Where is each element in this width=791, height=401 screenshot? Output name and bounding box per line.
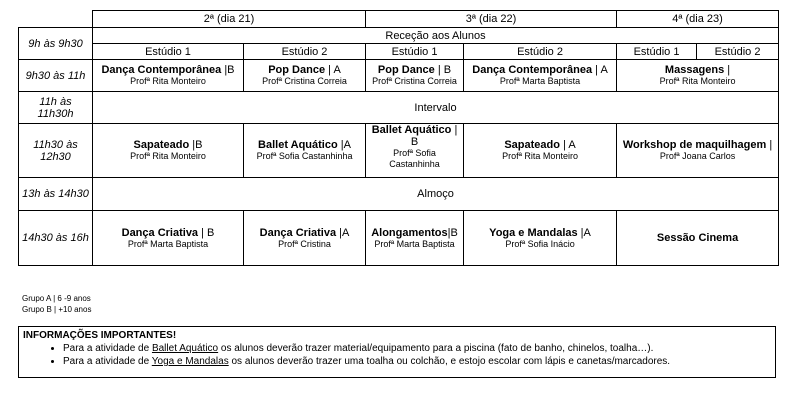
activity-cell (244, 211, 366, 266)
activity-name: Ballet Aquático (371, 124, 452, 136)
activity-cell (464, 124, 617, 178)
activity-group: | (766, 139, 773, 151)
activity-cell (464, 60, 617, 92)
info-text: Para a atividade de (63, 356, 152, 367)
important-info-box (18, 326, 776, 378)
lunch-cell: Almoço (93, 178, 779, 211)
teacher-name: Profª Sofia Castanhinha (256, 151, 353, 161)
break-cell: Intervalo (93, 92, 779, 124)
info-item (63, 355, 771, 368)
teacher-name: Profª Cristina Correia (262, 76, 347, 86)
activity-name: Pop Dance (377, 64, 435, 76)
activity-name: Sapateado (504, 139, 560, 151)
teacher-name: Profª Rita Monteiro (502, 151, 578, 161)
day-header-wed: 4ª (dia 23) (617, 11, 779, 28)
teacher-name: Profª Sofia Inácio (505, 238, 575, 249)
activity-group: | B (434, 64, 452, 76)
activity-cell (617, 211, 779, 266)
group-legend (22, 293, 91, 315)
activity-cell (366, 60, 464, 92)
teacher-name: Profª Rita Monteiro (659, 76, 736, 86)
activity-name: Massagens (664, 64, 725, 76)
teacher-name: Profª Rita Monteiro (130, 76, 206, 86)
activity-group: | A (592, 64, 608, 76)
day-header-mon: 2ª (dia 21) (93, 11, 366, 28)
time-slot: 11h30 às 12h30 (19, 124, 93, 178)
activity-cell (244, 60, 366, 92)
activity-name: Dança Criativa (121, 226, 199, 239)
activity-name: Pop Dance (268, 64, 326, 76)
info-text: Para a atividade de (63, 343, 152, 354)
teacher-name: Profª Marta Baptista (499, 76, 581, 86)
reception-cell: Receção aos Alunos (93, 28, 779, 44)
time-slot: 14h30 às 16h (19, 211, 93, 266)
activity-name: Workshop de maquilhagem (622, 139, 767, 151)
time-slot: 9h30 às 11h (19, 60, 93, 92)
teacher-name: Profª Sofia Castanhinha (389, 148, 440, 169)
teacher-name: Profª Rita Monteiro (130, 151, 206, 161)
info-activity: Ballet Aquático (151, 343, 219, 354)
teacher-name: Profª Cristina Correia (372, 76, 457, 86)
teacher-name: Profª Cristina (278, 238, 331, 249)
activity-cell (93, 211, 244, 266)
activity-group: | B (410, 124, 458, 148)
activity-name: Dança Criativa (259, 226, 337, 239)
activity-name: Alongamentos (371, 226, 448, 239)
activity-cell (464, 211, 617, 266)
info-item (63, 342, 771, 355)
time-slot: 13h às 14h30 (19, 178, 93, 211)
teacher-name: Profª Marta Baptista (374, 238, 455, 249)
activity-cell (93, 124, 244, 178)
studio-header: Estúdio 1 (366, 44, 464, 60)
activity-group: | B (198, 226, 215, 239)
studio-header: Estúdio 1 (93, 44, 244, 60)
day-header-tue: 3ª (dia 22) (366, 11, 617, 28)
activity-name: Sessão Cinema (656, 232, 739, 244)
info-activity: Yoga e Mandalas (151, 356, 229, 367)
activity-cell (93, 60, 244, 92)
activity-name: Dança Contemporânea (472, 64, 593, 76)
studio-header: Estúdio 2 (464, 44, 617, 60)
activity-group: | (724, 64, 731, 76)
activity-cell (244, 124, 366, 178)
info-title: INFORMAÇÕES IMPORTANTES! (23, 330, 177, 341)
activity-name: Dança Contemporânea (101, 64, 222, 76)
studio-header: Estúdio 1 (617, 44, 697, 60)
info-text: os alunos deverão trazer material/equipamento para a piscina (fato de banho, chinelos, toalha…). (218, 343, 654, 354)
studio-header: Estúdio 2 (244, 44, 366, 60)
info-text: os alunos deverão trazer uma toalha ou colchão, e estojo escolar com lápis e canetas/marcadores. (228, 356, 671, 367)
activity-group: | A (559, 139, 576, 151)
activity-cell (366, 211, 464, 266)
activity-group: |A (336, 226, 350, 239)
time-slot: 11h às 11h30h (19, 92, 93, 124)
activity-cell (366, 124, 464, 178)
activity-name: Yoga e Mandalas (489, 226, 578, 239)
teacher-name: Profª Marta Baptista (127, 238, 209, 249)
group-a-legend: Grupo A | 6 -9 anos (22, 294, 91, 303)
activity-name: Sapateado (133, 139, 190, 151)
activity-group: |B (189, 139, 203, 151)
activity-name: Ballet Aquático (258, 139, 338, 151)
corner-cell (19, 11, 93, 28)
activity-group: |B (447, 226, 458, 239)
schedule-table (18, 10, 779, 266)
activity-group: |B (221, 64, 235, 76)
time-slot: 9h às 9h30 (19, 28, 93, 60)
activity-cell (617, 124, 779, 178)
activity-group: |A (577, 226, 591, 239)
studio-header: Estúdio 2 (697, 44, 779, 60)
activity-group: | A (325, 64, 341, 76)
info-list (23, 342, 771, 368)
teacher-name: Profª Joana Carlos (659, 151, 736, 161)
activity-cell (617, 60, 779, 92)
activity-group: |A (337, 139, 351, 151)
group-b-legend: Grupo B | +10 anos (22, 305, 92, 314)
